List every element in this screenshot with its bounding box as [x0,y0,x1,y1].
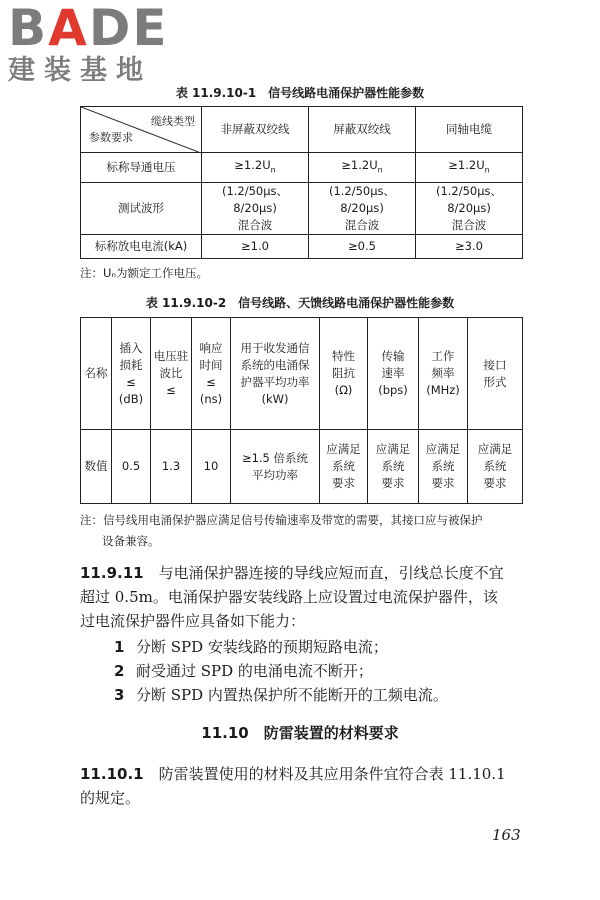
table1-cell: (1.2/50μs、8/20μs) 混合波 [416,183,523,235]
table2-header: 电压驻 波比 ≤ [151,318,192,430]
section-title: 11.10 防雷装置的材料要求 [201,724,399,742]
table1-col-header: 屏蔽双绞线 [309,107,416,153]
table1-header-top: 缆线类型 [151,115,195,128]
table1-cell: ≥3.0 [416,235,523,259]
table2-header: 特性 阻抗 (Ω) [320,318,368,430]
table1-caption: 表 11.9.10-1 信号线路电涌保护器性能参数 [175,86,425,100]
table2-value: 应满足 系统 要求 [368,430,419,504]
watermark-brand: BADE [8,0,169,57]
table2-value: ≥1.5 倍系统 平均功率 [231,430,320,504]
clause-11-10-1: 11.10.1 防雷装置使用的材料及其应用条件宜符合表 11.10.1 的规定。 [80,765,506,807]
table2-header: 传输 速率 (bps) [368,318,419,430]
table2-caption: 表 11.9.10-2 信号线路、天馈线路电涌保护器性能参数 [145,296,455,310]
table1-cell: $\ge 1.2U_n$ [202,153,309,183]
table1-note: 注：Uₙ为额定工作电压。 [80,266,208,280]
table1-header-bottom: 参数要求 [89,131,133,144]
table1-cell: ≥1.0 [202,235,309,259]
table1-cell: (1.2/50μs、8/20μs) 混合波 [309,183,416,235]
table1-row-label: 测试波形 [81,183,202,235]
table1-cell: (1.2/50μs、8/20μs) 混合波 [202,183,309,235]
table2-value: 0.5 [112,430,151,504]
table1-row-label: 标称放电电流(kA) [81,235,202,259]
table2-value: 数值 [81,430,112,504]
list-item: 1 分断 SPD 安装线路的预期短路电流； [114,638,388,656]
table1-cell: $\ge 1.2U_n$ [309,153,416,183]
table1-cell: ≥0.5 [309,235,416,259]
clause-number: 11.9.11 [80,564,144,582]
table2-value: 应满足 系统 要求 [468,430,523,504]
table1 [80,106,523,259]
table1-row-label: 标称导通电压 [81,153,202,183]
page-number: 163 [492,826,521,844]
watermark-logo [8,2,178,86]
table2-header: 插入 损耗 ≤ (dB) [112,318,151,430]
table2-note-line1: 注：信号线用电涌保护器应满足信号传输速率及带宽的需要，其接口应与被保护 [80,513,483,527]
table1-col-header: 同轴电缆 [416,107,523,153]
watermark-subtitle: 建装基地 [8,55,152,86]
list-item: 3 分断 SPD 内置热保护所不能断开的工频电流。 [114,686,448,704]
table2-header: 用于收发通信 系统的电涌保 护器平均功率 (kW) [231,318,320,430]
table2-value: 10 [192,430,231,504]
table1-col-header: 非屏蔽双绞线 [202,107,309,153]
table2 [80,317,523,504]
table2-note-line2: 设备兼容。 [102,534,160,548]
table2-value: 1.3 [151,430,192,504]
table2-value: 应满足 系统 要求 [320,430,368,504]
clause-number: 11.10.1 [80,765,144,783]
list-item: 2 耐受通过 SPD 的电涌电流不断开； [114,662,373,680]
table2-header: 名称 [81,318,112,430]
table2-value: 应满足 系统 要求 [419,430,468,504]
table2-header: 响应 时间 ≤ (ns) [192,318,231,430]
table2-header: 接口 形式 [468,318,523,430]
table1-diagonal-header [81,107,202,153]
table1-cell: $\ge 1.2U_n$ [416,153,523,183]
table2-header: 工作 频率 (MHz) [419,318,468,430]
clause-11-9-11: 11.9.11 与电涌保护器连接的导线应短而直，引线总长度不宜 超过 0.5m。电涌保护器安装线路上应设置过电流保护器件，该 过电流保护器件应具备如下能力： [80,564,504,630]
